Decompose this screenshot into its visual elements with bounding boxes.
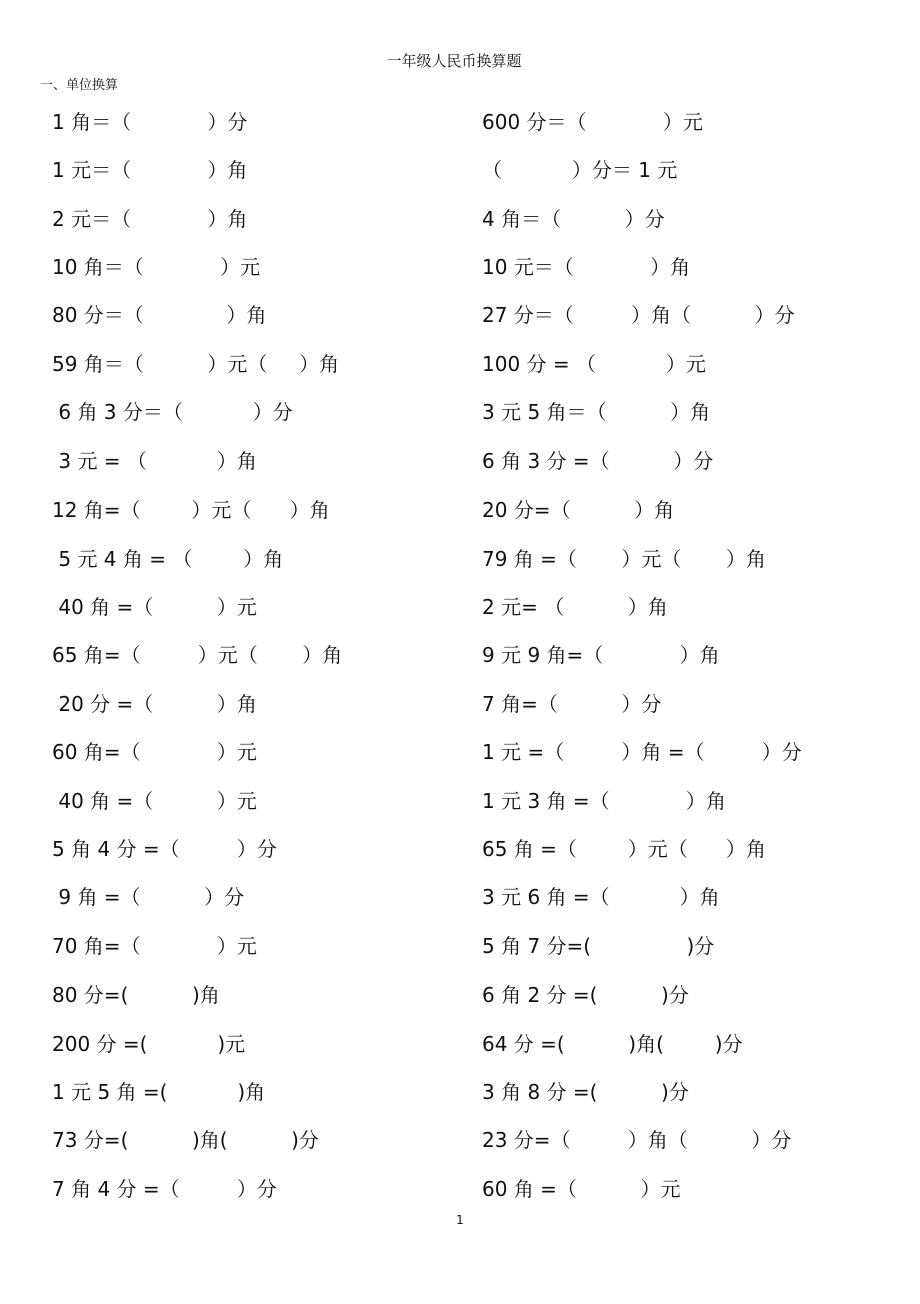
problem-left-1: 1 角＝（ ）分 [52, 110, 248, 134]
problem-right-15: 1 元 3 角 =（ ）角 [482, 789, 726, 813]
problem-right-2: （ ）分＝ 1 元 [482, 158, 678, 182]
problem-left-23: 7 角 4 分 =（ ）分 [52, 1177, 277, 1201]
problem-right-6: 100 分 = （ ）元 [482, 352, 706, 376]
problem-left-12: 65 角=（ ）元（ ）角 [52, 643, 343, 667]
section-heading: 一、单位换算 [40, 78, 119, 93]
page-title: 一年级人民币换算题 [386, 52, 522, 70]
problem-left-9: 12 角=（ ）元（ ）角 [52, 498, 330, 522]
problem-right-20: 64 分 =( )角( )分 [482, 1032, 743, 1056]
problem-right-16: 65 角 =（ ）元（ ）角 [482, 837, 766, 861]
problem-left-14: 60 角=（ ）元 [52, 740, 257, 764]
problem-left-21: 1 元 5 角 =( )角 [52, 1080, 266, 1104]
problem-right-13: 7 角=（ ）分 [482, 692, 662, 716]
problem-right-12: 9 元 9 角=（ ）角 [482, 643, 720, 667]
problem-right-14: 1 元 =（ ）角 =（ ）分 [482, 740, 802, 764]
problem-right-10: 79 角 =（ ）元（ ）角 [482, 547, 766, 571]
problem-left-16: 5 角 4 分 =（ ）分 [52, 837, 277, 861]
problem-right-5: 27 分＝（ ）角（ ）分 [482, 303, 795, 327]
problem-right-1: 600 分＝（ ）元 [482, 110, 703, 134]
problem-left-4: 10 角＝（ ）元 [52, 255, 261, 279]
problem-left-11: 40 角 =（ ）元 [52, 595, 257, 619]
problem-right-23: 60 角 =（ ）元 [482, 1177, 681, 1201]
problem-right-4: 10 元＝（ ）角 [482, 255, 691, 279]
problem-right-7: 3 元 5 角＝（ ）角 [482, 400, 711, 424]
problem-left-17: 9 角 =（ ）分 [52, 885, 245, 909]
problem-right-22: 23 分=（ ）角（ ）分 [482, 1128, 792, 1152]
problem-left-2: 1 元＝（ ）角 [52, 158, 248, 182]
problem-right-17: 3 元 6 角 =（ ）角 [482, 885, 720, 909]
problem-left-15: 40 角 =（ ）元 [52, 789, 257, 813]
problem-left-3: 2 元＝（ ）角 [52, 207, 248, 231]
problem-right-3: 4 角＝（ ）分 [482, 207, 665, 231]
problem-left-7: 6 角 3 分＝（ ）分 [52, 400, 293, 424]
problem-left-20: 200 分 =( )元 [52, 1032, 246, 1056]
problem-right-18: 5 角 7 分=( )分 [482, 934, 715, 958]
problem-right-19: 6 角 2 分 =( )分 [482, 983, 689, 1007]
problem-right-8: 6 角 3 分 =（ ）分 [482, 449, 714, 473]
problem-left-6: 59 角＝（ ）元（ ）角 [52, 352, 340, 376]
problem-right-21: 3 角 8 分 =( )分 [482, 1080, 689, 1104]
problem-left-10: 5 元 4 角 = （ ）角 [52, 547, 284, 571]
page-number: 1 [456, 1213, 464, 1227]
problem-right-9: 20 分=（ ）角 [482, 498, 675, 522]
problem-left-18: 70 角=（ ）元 [52, 934, 257, 958]
problem-left-8: 3 元 = （ ）角 [52, 449, 257, 473]
problem-left-22: 73 分=( )角( )分 [52, 1128, 319, 1152]
problem-right-11: 2 元= （ ）角 [482, 595, 668, 619]
problem-left-13: 20 分 =（ ）角 [52, 692, 257, 716]
problem-left-5: 80 分＝（ ）角 [52, 303, 267, 327]
problem-left-19: 80 分=( )角 [52, 983, 220, 1007]
